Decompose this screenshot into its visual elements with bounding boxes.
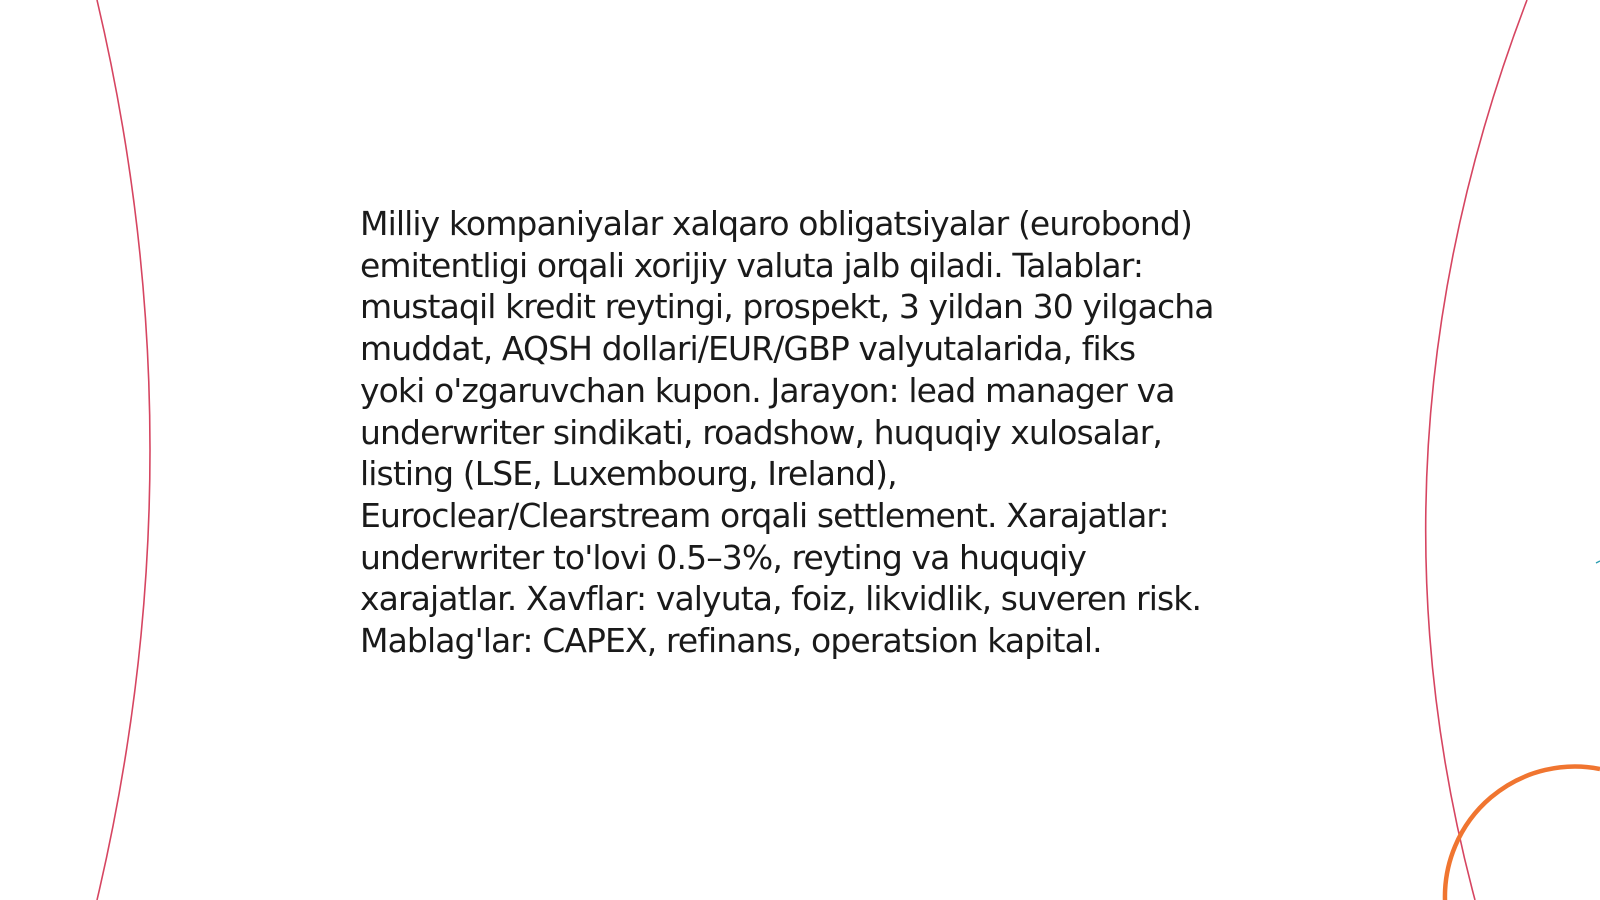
body-text xyxy=(360,203,1260,662)
body-line: listing (LSE, Luxembourg, Ireland), xyxy=(360,454,897,494)
body-line: Mablag'lar: CAPEX, refinans, operatsion kapital. xyxy=(360,621,1102,661)
body-line: underwriter to'lovi 0.5–3%, reyting va huquqiy xyxy=(360,537,1087,577)
body-line: yoki o'zgaruvchan kupon. Jarayon: lead manager va xyxy=(360,370,1175,410)
body-line: Milliy kompaniyalar xalqaro obligatsiyalar (eurobond) xyxy=(360,204,1192,243)
body-line: xarajatlar. Xavflar: valyuta, foiz, likvidlik, suveren risk. xyxy=(360,579,1202,619)
body-line: mustaqil kredit reytingi, prospekt, 3 yildan 30 yilgacha xyxy=(360,287,1214,327)
orange-arc xyxy=(1445,767,1600,900)
body-line: Euroclear/Clearstream orqali settlement. Xarajatlar: xyxy=(360,495,1169,535)
body-line: emitentligi orqali xorijiy valuta jalb qiladi. Talablar: xyxy=(360,245,1144,285)
right-arc xyxy=(1426,0,1527,900)
left-arc xyxy=(97,0,150,900)
body-line: underwriter sindikati, roadshow, huquqiy xulosalar, xyxy=(360,412,1162,452)
teal-mark xyxy=(1596,561,1600,563)
body-line: muddat, AQSH dollari/EUR/GBP valyutalarida, fiks xyxy=(360,329,1136,369)
